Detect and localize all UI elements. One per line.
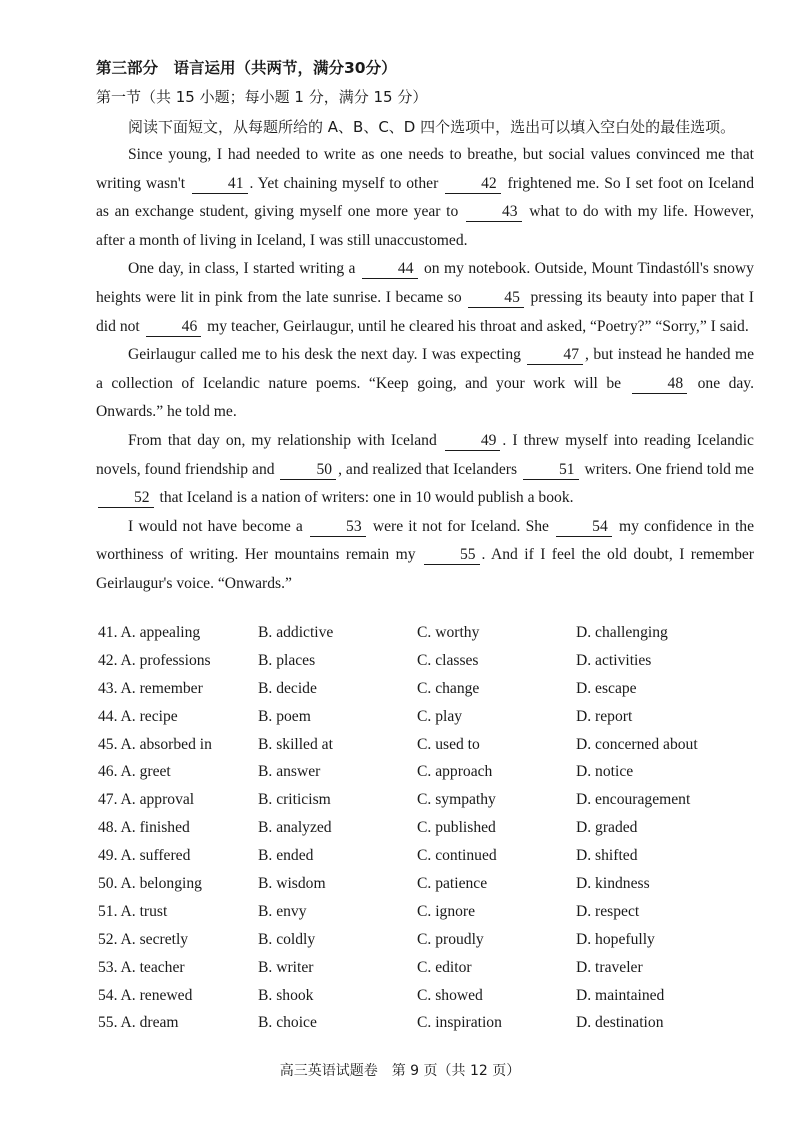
option-row-47 xyxy=(98,787,758,815)
option-c: C. worthy xyxy=(417,624,480,641)
option-d: D. graded xyxy=(576,819,638,837)
blank-45: 45 xyxy=(468,289,524,308)
blank-54: 54 xyxy=(556,518,612,537)
option-c: C. change xyxy=(417,679,480,697)
option-a: 48. A. finished xyxy=(98,819,190,837)
option-c: C. patience xyxy=(417,875,488,893)
option-d: D. hopefully xyxy=(576,930,655,948)
option-d: D. concerned about xyxy=(576,735,698,753)
option-row-43 xyxy=(98,676,758,704)
option-c: C. proudly xyxy=(417,930,484,948)
option-d: D. respect xyxy=(576,902,640,920)
option-d: D. activities xyxy=(576,651,652,669)
blank-49: 49 xyxy=(445,432,501,451)
option-d: D. shifted xyxy=(576,847,638,865)
option-c: C. published xyxy=(417,819,496,837)
blank-55: 55 xyxy=(424,546,480,565)
subsection-title: 第一节（共 15 小题；每小题 1 分，满分 15 分） xyxy=(96,88,428,106)
option-b: B. analyzed xyxy=(258,819,332,837)
option-a: 45. A. absorbed in xyxy=(98,735,212,753)
instructions: 阅读下面短文，从每题所给的 A、B、C、D 四个选项中，选出可以填入空白处的最佳选项。 xyxy=(128,118,736,136)
blank-44: 44 xyxy=(362,260,418,279)
option-a: 51. A. trust xyxy=(98,902,168,920)
option-c: C. approach xyxy=(417,763,493,781)
option-a: 47. A. approval xyxy=(98,791,195,809)
option-a: 54. A. renewed xyxy=(98,986,193,1004)
option-c: C. sympathy xyxy=(417,791,496,809)
option-b: B. writer xyxy=(258,958,314,976)
blank-46: 46 xyxy=(146,318,202,337)
option-a: 42. A. professions xyxy=(98,651,211,669)
blank-48: 48 xyxy=(632,375,688,394)
options-list xyxy=(98,620,758,1038)
option-c: C. classes xyxy=(417,651,479,669)
option-c: C. play xyxy=(417,707,463,725)
option-b: B. wisdom xyxy=(258,875,326,893)
option-b: B. addictive xyxy=(258,624,334,641)
section-title: 第三部分 语言运用（共两节，满分30分） xyxy=(96,59,397,77)
option-a: 55. A. dream xyxy=(98,1014,179,1032)
cloze-passage xyxy=(96,141,754,599)
option-b: B. coldly xyxy=(258,930,316,948)
option-row-46 xyxy=(98,759,758,787)
option-b: B. decide xyxy=(258,679,317,697)
option-d: D. kindness xyxy=(576,875,650,893)
option-a: 41. A. appealing xyxy=(98,624,201,641)
option-d: D. notice xyxy=(576,763,634,781)
blank-53: 53 xyxy=(310,518,366,537)
option-a: 50. A. belonging xyxy=(98,875,202,893)
option-b: B. poem xyxy=(258,707,311,725)
option-b: B. choice xyxy=(258,1014,317,1032)
blank-43: 43 xyxy=(466,203,522,222)
option-a: 49. A. suffered xyxy=(98,847,191,865)
page-footer: 高三英语试题卷 第 9 页（共 12 页） xyxy=(279,1063,521,1079)
option-row-53 xyxy=(98,955,758,983)
blank-47: 47 xyxy=(527,346,583,365)
option-d: D. traveler xyxy=(576,958,643,976)
option-b: B. skilled at xyxy=(258,735,333,753)
blank-42: 42 xyxy=(445,175,501,194)
option-row-44 xyxy=(98,704,758,732)
option-row-52 xyxy=(98,927,758,955)
option-c: C. continued xyxy=(417,847,497,865)
option-c: C. inspiration xyxy=(417,1014,502,1032)
option-a: 52. A. secretly xyxy=(98,930,189,948)
option-a: 53. A. teacher xyxy=(98,958,185,976)
blank-50: 50 xyxy=(280,461,336,480)
option-row-41 xyxy=(98,620,758,648)
paragraph-4: From that day on, my relationship with Iceland 49 . I threw myself into reading Icelandic novels, found friendship and 50 , and realized that Icelanders 51 writers. One friend told me 52 that Iceland is a nation of writers: one in 10 would publish a book. xyxy=(96,431,754,507)
option-d: D. encouragement xyxy=(576,791,691,809)
paragraph-2: One day, in class, I started writing a 44 on my notebook. Outside, Mount Tindastóll's snowy heights were lit in pink from the late sunrise. I became so 45 pressing its beauty into paper that I did not 46 my teacher, Geirlaugur, until he cleared his throat and asked, “Poetry?” “Sorry,” I said. xyxy=(96,260,754,335)
option-a: 46. A. greet xyxy=(98,763,171,781)
option-a: 43. A. remember xyxy=(98,679,203,697)
option-row-51 xyxy=(98,899,758,927)
paragraph-1: Since young, I had needed to write as one needs to breathe, but social values convinced me that writing wasn't 41 . Yet chaining myself to other 42 frightened me. So I set foot on Iceland as an exchange student, giving myself one more year to 43 what to do with my life. However, after a month of living in Iceland, I was still unaccustomed. xyxy=(96,146,754,249)
option-c: C. editor xyxy=(417,958,472,976)
option-c: C. used to xyxy=(417,735,480,753)
option-row-45 xyxy=(98,732,758,760)
option-d: D. challenging xyxy=(576,624,668,641)
paragraph-5: I would not have become a 53 were it not for Iceland. She 54 my confidence in the worthiness of writing. Her mountains remain my 55 . And if I feel the old doubt, I remember Geirlaugur's voice. “Onwards.” xyxy=(96,517,755,592)
blank-41: 41 xyxy=(192,175,248,194)
option-a: 44. A. recipe xyxy=(98,707,178,725)
option-row-48 xyxy=(98,815,758,843)
option-row-55 xyxy=(98,1010,758,1038)
option-d: D. destination xyxy=(576,1014,664,1032)
option-d: D. report xyxy=(576,707,633,725)
option-d: D. escape xyxy=(576,679,637,697)
blank-51: 51 xyxy=(523,461,579,480)
option-b: B. places xyxy=(258,651,316,669)
blank-52: 52 xyxy=(98,489,154,508)
option-row-49 xyxy=(98,843,758,871)
option-b: B. answer xyxy=(258,763,321,781)
option-c: C. ignore xyxy=(417,902,476,920)
paragraph-3: Geirlaugur called me to his desk the next day. I was expecting 47 , but instead he handed me a collection of Icelandic nature poems. “Keep going, and your work will be 48 one day. Onwards.” he told me. xyxy=(96,346,754,421)
option-row-42 xyxy=(98,648,758,676)
option-b: B. criticism xyxy=(258,791,331,809)
option-b: B. ended xyxy=(258,847,314,865)
option-b: B. shook xyxy=(258,986,314,1004)
option-row-50 xyxy=(98,871,758,899)
option-row-54 xyxy=(98,983,758,1011)
option-c: C. showed xyxy=(417,986,483,1004)
option-b: B. envy xyxy=(258,902,307,920)
option-d: D. maintained xyxy=(576,986,665,1004)
